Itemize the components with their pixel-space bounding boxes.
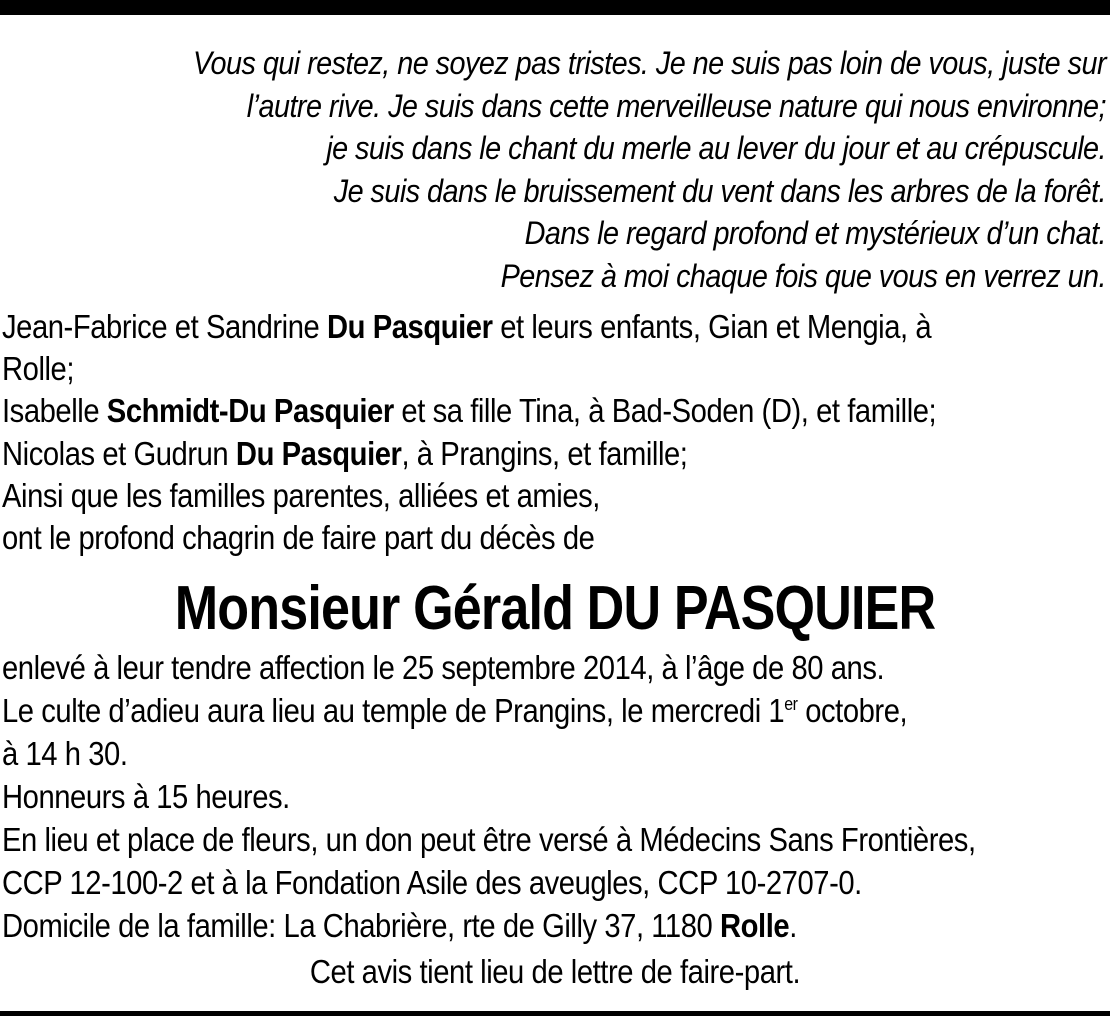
text: Nicolas et Gudrun [2,434,236,472]
family-line: Rolle; [2,350,75,388]
text: . [789,907,797,944]
poem-line: Dans le regard profond et mystérieux d’un chat. [524,215,1106,251]
text: octobre, [797,692,908,729]
family-announcement [2,306,1086,559]
family-surname: Du Pasquier [326,308,493,345]
text: Isabelle [2,392,107,430]
bottom-rule [0,1011,1110,1016]
closing-note: Cet avis tient lieu de lettre de faire-part. [309,953,801,990]
details-line: En lieu et place de fleurs, un don peut être versé à Médecins Sans Frontières, [2,821,976,858]
details-line: Honneurs à 15 heures. [2,778,290,815]
ordinal-suffix: er [784,694,798,714]
text: Le culte d’adieu aura lieu au temple de Prangins, le mercredi 1 [2,692,785,729]
details-line: enlevé à leur tendre affection le 25 septembre 2014, à l’âge de 80 ans. [2,649,885,686]
deceased-name: Monsieur Gérald DU PASQUIER [174,574,936,643]
family-surname: Du Pasquier [235,434,402,472]
details-line: à 14 h 30. [2,735,128,772]
poem-line: je suis dans le chant du merle au lever du jour et au crépuscule. [326,130,1106,166]
details-line [2,904,1099,947]
family-line: Ainsi que les familles parentes, alliées et amies, [2,476,600,514]
poem [116,42,1106,297]
poem-line: Vous qui restez, ne soyez pas tristes. Je ne suis pas loin de vous, juste sur [192,45,1106,81]
text: Jean-Fabrice et Sandrine [2,308,327,345]
family-line [2,390,1086,432]
poem-line: Je suis dans le bruissement du vent dans les arbres de la forêt. [333,172,1106,209]
family-line [2,433,1086,475]
text: Domicile de la famille: La Chabrière, rte de Gilly 37, 1180 [2,907,720,944]
details-line [2,689,1099,732]
family-line: ont le profond chagrin de faire part du décès de [2,519,595,557]
text: et leurs enfants, Gian et Mengia, à [492,308,932,345]
town-name: Rolle [719,907,790,944]
details-line: CCP 12-100-2 et à la Fondation Asile des aveugles, CCP 10-2707-0. [2,864,862,901]
text: et sa fille Tina, à Bad-Soden (D), et famille; [393,392,937,430]
family-line [2,306,1086,348]
family-surname: Schmidt-Du Pasquier [106,392,394,430]
top-rule [0,0,1110,15]
poem-line: Pensez à moi chaque fois que vous en verrez un. [500,257,1106,294]
funeral-details [2,646,1099,947]
poem-line: l’autre rive. Je suis dans cette merveilleuse nature qui nous environne; [246,87,1106,124]
text: , à Prangins, et famille; [401,434,688,472]
